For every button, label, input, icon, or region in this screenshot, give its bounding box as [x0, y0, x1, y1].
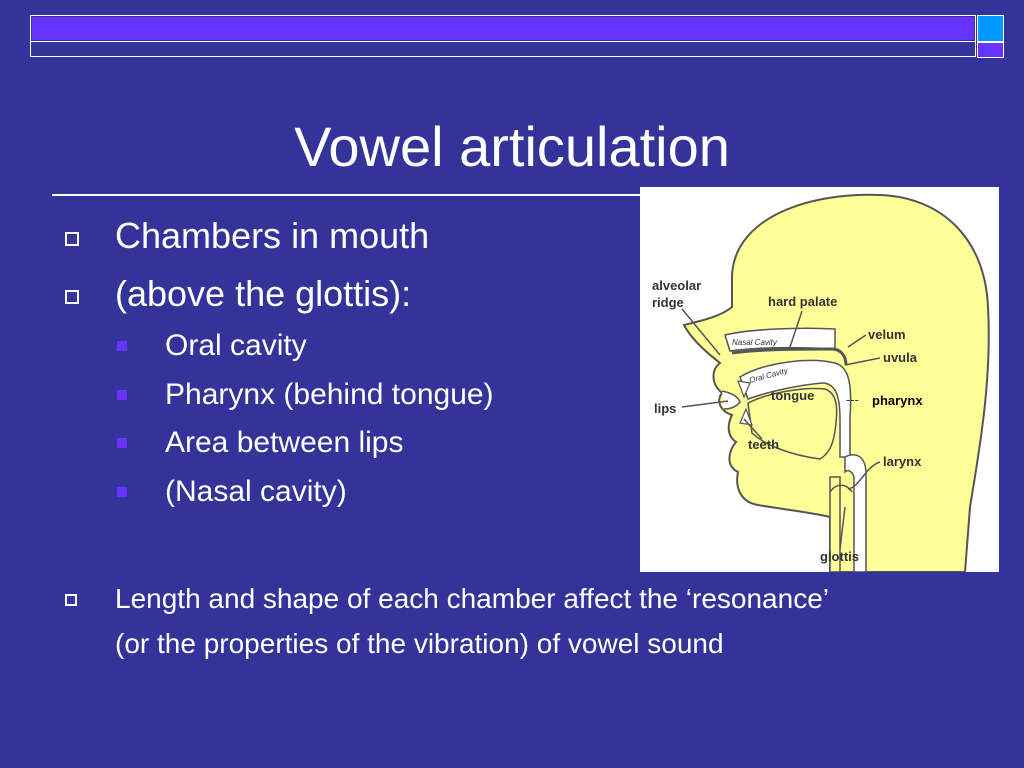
bullet-text-1: Chambers in mouth	[115, 215, 430, 256]
vocal-tract-svg	[640, 187, 999, 572]
bullet-marker-1	[65, 232, 79, 246]
sub-bullet-text-3: Area between lips	[165, 426, 404, 459]
label-lips: lips	[654, 401, 677, 416]
slide-title: Vowel articulation	[294, 115, 730, 178]
label-glottis: glottis	[820, 549, 859, 564]
sub-bullet-text-1: Oral cavity	[165, 329, 307, 362]
closing-bullet-line-1: Length and shape of each chamber affect the ‘resonance’	[115, 583, 829, 614]
sub-bullet-text-2: Pharynx (behind tongue)	[165, 378, 494, 411]
sub-bullet-text-4: (Nasal cavity)	[165, 475, 347, 508]
label-uvula: uvula	[883, 350, 917, 365]
closing-bullet-marker	[65, 594, 77, 606]
sub-bullet-marker-2	[117, 390, 127, 400]
sub-bullet-marker-3	[117, 438, 127, 448]
label-ridge: ridge	[652, 295, 684, 310]
closing-bullet-line-2: (or the properties of the vibration) of vowel sound	[115, 628, 724, 659]
sub-bullet-marker-1	[117, 341, 127, 351]
bullet-marker-2	[65, 290, 79, 304]
label-larynx: larynx	[883, 454, 922, 469]
vocal-tract-diagram	[640, 187, 999, 572]
label-nasal-cavity: Nasal Cavity	[732, 338, 777, 347]
header-bar-line	[31, 41, 975, 42]
sub-bullet-marker-4	[117, 487, 127, 497]
header-bar-fill	[32, 17, 974, 40]
label-alveolar: alveolar	[652, 278, 702, 293]
label-oral-cavity: Oral Cavity	[748, 365, 789, 385]
label-hard-palate: hard palate	[768, 294, 838, 309]
header-box-blue	[977, 15, 1004, 42]
title-divider	[52, 194, 642, 196]
label-tongue: tongue	[771, 388, 815, 403]
label-teeth: teeth	[748, 437, 780, 452]
bullet-text-2: (above the glottis):	[115, 273, 412, 314]
header-box-purple	[977, 42, 1004, 58]
label-velum: velum	[868, 327, 906, 342]
label-pharynx-dash: ---	[846, 392, 859, 407]
label-pharynx: pharynx	[872, 393, 923, 408]
